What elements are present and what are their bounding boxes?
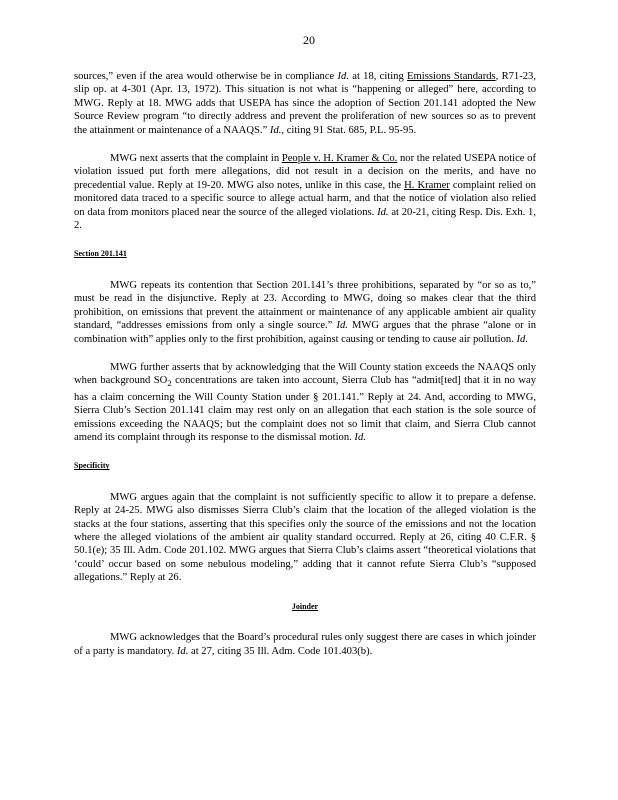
case-citation: People v. H. Kramer & Co. (281, 153, 398, 165)
section-heading: Section 201.141 (74, 249, 127, 259)
joinder-heading: Joinder (291, 601, 319, 611)
page-number: 20 (303, 33, 315, 47)
paragraph-disjunctive: MWG repeats its contention that Section 201.141’s three prohibitions, separated by “or so as to,” must be read in the disjunctive. Reply at 23. According to MWG, doing so makes clear that the third prohibition, on emissions that prevent the attainment or maintenance of any applicable ambient air quality standard, “addresses emissions from only a single source.” Id. MWG argues that the phrase “alone or in combination with” applies only to the first prohibition, against causing or tending to cause air pollution. Id. (74, 279, 536, 345)
paragraph-kramer: MWG next asserts that the complaint in People v. H. Kramer & Co. nor the related USEPA notice of violation issued put forth mere allegations, did not result in a decision on the merits, and have no precedential value. Reply at 19-20. MWG also notes, unlike in this case, the H. Kramer complaint relied on monitored data traced to a specific source to allege actual harm, and that the notice of violation also relied on data from monitors placed near the source of the alleged violations. Id. at 20-21, citing Resp. Dis. Exh. 1, 2. (74, 153, 537, 232)
document-body (74, 70, 536, 673)
case-citation: Emissions Standards (407, 71, 496, 82)
case-citation: H. Kramer (404, 179, 450, 191)
paragraph-joinder: MWG acknowledges that the Board’s procedural rules only suggest there are cases in which joinder of a party is mandatory. Id. at 27, citing 35 Ill. Adm. Code 101.403(b). (74, 632, 536, 657)
paragraph-sources: sources,” even if the area would otherwise be in compliance Id. at 18, citing Emissions Standards, R71-23, slip op. at 4-301 (Apr. 13, 1972). This situation is not what is “happening or alleged” here, according to MWG. Reply at 18. MWG adds that USEPA has since the adoption of Section 201.141 adopted the New Source Review program “to directly address and prevent the proliferation of new sources so as to prevent the attainment or maintenance of a NAAQS.” Id., citing 91 Stat. 685, P.L. 95-95. (74, 71, 536, 136)
paragraph-will-county: MWG further asserts that by acknowledging that the Will County station exceeds the NAAQS only when background $SO_2$ concentrations are taken into account, Sierra Club has “admit[ted] that it in no way has a claim concerning the Will County Station under § 201.141.” Reply at 24. And, according to MWG, Sierra Club’s Section 201.141 claim may rest only on an allegation that each station is the sole source of emissions exceeding the NAAQS; but the complaint does not so limit that claim, and Sierra Club cannot amend its complaint through its response to the dismissal motion. Id. (74, 361, 536, 444)
paragraph-specificity: MWG argues again that the complaint is not sufficiently specific to allow it to prepare a defense. Reply at 24-25. MWG also dismisses Sierra Club’s claim that the location of the alleged violation is the stacks at the four stations, asserting that this specifies only the source of the emissions and not the location where the alleged violations of the ambient air quality standard occurred. Reply at 26, citing 40 C.F.R. § 50.1(e); 35 Ill. Adm. Code 201.102. MWG argues that Sierra Club’s claims assert “theoretical violations that ‘could’ occur based on some nebulous modeling,” adding that it cannot refute Sierra Club’s “supposed allegations.” Reply at 26. (74, 491, 536, 584)
specificity-heading: Specificity (74, 461, 110, 471)
